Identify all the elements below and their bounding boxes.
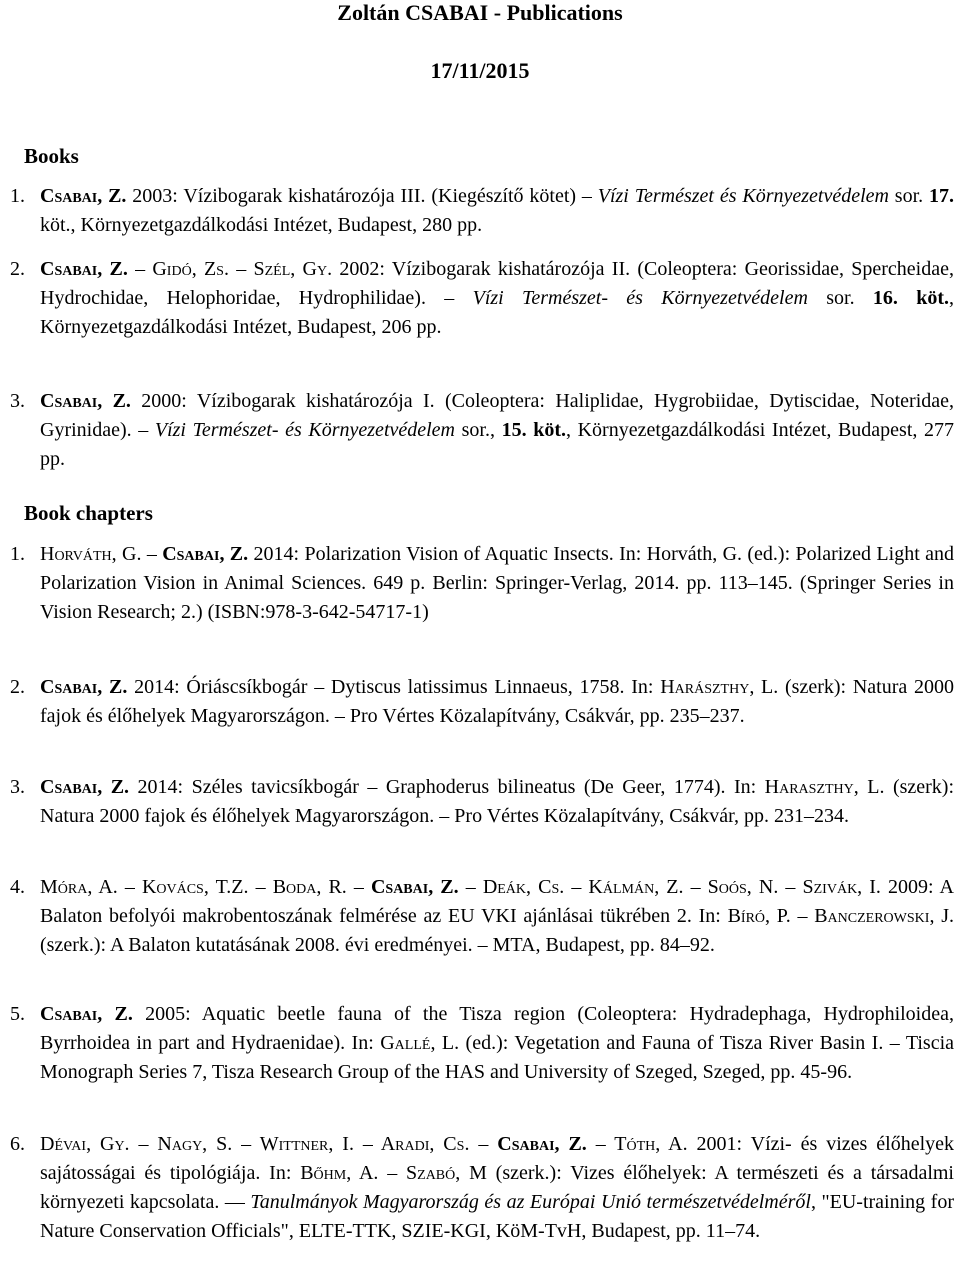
entry-text: , Környezetgazdálkodási Intézet, Budapest, 277 pp. (40, 419, 954, 470)
coauthors: Horváth, G. – (40, 543, 163, 565)
entry-text: 2002: Vízibogarak kishatározója II. (Coleoptera: Georissidae, Spercheidae, Hydrochidae, Helophoridae, Hydrophilidae). – (40, 258, 954, 309)
chapter-entry (10, 773, 954, 831)
author-name: Csabai, Z. (40, 185, 127, 207)
entry-text: 2005: Aquatic beetle fauna of the Tisza region (Coleoptera: Hydradephaga, Hydrophiloidea, Byrrhoidea in part and Hydraenidae). In: (40, 1003, 954, 1054)
entry-text: (szerk.): A Balaton kutatásának 2008. évi eredményei. – MTA, Budapest, pp. 84–92. (40, 934, 715, 956)
chapter-entry (10, 1000, 954, 1087)
entry-number: 1. (10, 543, 25, 565)
entry-text: (szerk.): Vizes élőhelyek: A természeti és a társadalmi környezeti kapcsolata. — (40, 1162, 954, 1213)
volume-number: 16. köt. (872, 287, 949, 309)
chapters-heading: Book chapters (24, 501, 153, 525)
chapter-entry (10, 540, 954, 627)
entry-text: 2014: Polarization Vision of Aquatic Insects. In: Horváth, G. (ed.): Polarized Light and Polarization Vision in Animal Sciences. 649 p. Berlin: Springer-Verlag, 2014. pp. 113–145. (Springer Series in Vision Research; 2.) (ISBN:978-3-642-54717-1) (40, 543, 954, 623)
volume-number: 17. (929, 185, 954, 207)
author-name: Csabai, Z. (497, 1133, 587, 1155)
series-title: Vízi Természet és Környezetvédelem (597, 185, 889, 207)
entry-number: 3. (10, 776, 25, 798)
author-name: Csabai, Z. (40, 676, 128, 698)
entry-text: sor. (888, 185, 929, 207)
entry-number: 1. (10, 185, 25, 207)
entry-number: 2. (10, 258, 25, 280)
editor-name: Haraszthy (764, 776, 854, 798)
entry-text: köt., Környezetgazdálkodási Intézet, Budapest, 280 pp. (40, 214, 483, 236)
page-date: 17/11/2015 (430, 58, 530, 83)
chapter-entry (10, 873, 954, 960)
coauthors: – Gidó, Zs. – Szél, Gy. (127, 258, 340, 280)
editor-name: Bíró, P. – Banczerowski, J. (727, 905, 954, 927)
editor-name: Harászthy (660, 676, 750, 698)
chapter-entry (10, 673, 954, 731)
entry-text: 2014: Széles tavicsíkbogár – Graphoderus bilineatus (De Geer, 1774). In: (129, 776, 765, 798)
series-title: Vízi Természet- és Környezetvédelem (472, 287, 808, 309)
entry-text: sor., (455, 419, 502, 441)
coauthors: – Tóth, A. (586, 1133, 697, 1155)
author-name: Csabai, Z. (162, 543, 249, 565)
author-name: Csabai, Z. (370, 876, 459, 898)
editor-name: Gallé (380, 1032, 431, 1054)
coauthors: Móra, A. – Kovács, T.Z. – Boda, R. – (40, 876, 371, 898)
book-entry (10, 387, 954, 474)
editor-name: Bőhm, A. – Szabó, M (300, 1162, 487, 1184)
volume-number: 15. köt. (501, 419, 566, 441)
entry-text: 2000: Vízibogarak kishatározója I. (Coleoptera: Haliplidae, Hygrobiidae, Dytiscidae, Noteridae, Gyrinidae). – (40, 390, 955, 441)
entry-text: , L. (szerk): Natura 2000 fajok és élőhelyek Magyarországon. – Pro Vértes Közalapítvány, Csákvár, pp. 235–237. (40, 676, 954, 727)
entry-text: , L. (ed.): Vegetation and Fauna of Tisza River Basin I. – Tiscia Monograph Series 7, Tisza Research Group of the HAS and University of Szeged, Szeged, pp. 45-96. (40, 1032, 955, 1083)
books-heading: Books (24, 144, 79, 168)
author-name: Csabai, Z. (40, 1003, 133, 1025)
entry-number: 2. (10, 676, 25, 698)
entry-number: 4. (10, 876, 25, 898)
entry-text: sor. (807, 287, 873, 309)
author-name: Csabai, Z. (40, 258, 128, 280)
coauthors: – Deák, Cs. – Kálmán, Z. – Soós, N. – Szivák, I. (458, 876, 889, 898)
entry-number: 3. (10, 390, 25, 412)
author-name: Csabai, Z. (40, 390, 131, 412)
entry-text: 2014: Óriáscsíkbogár – Dytiscus latissimus Linnaeus, 1758. In: (127, 676, 661, 698)
coauthors: Dévai, Gy. – Nagy, S. – Wittner, I. – Aradi, Cs. – (40, 1133, 498, 1155)
series-title: Vízi Természet- és Környezetvédelem (154, 419, 456, 441)
entry-number: 5. (10, 1003, 25, 1025)
entry-text: , "EU-training for Nature Conservation Officials", ELTE-TTK, SZIE-KGI, KöM-TvH, Budapest, pp. 11–74. (40, 1191, 955, 1242)
entry-text: , Környezetgazdálkodási Intézet, Budapest, 206 pp. (40, 287, 954, 338)
entry-text: , L. (szerk): Natura 2000 fajok és élőhelyek Magyarországon. – Pro Vértes Közalapítvány, Csákvár, pp. 231–234. (40, 776, 955, 827)
entry-text: 2003: Vízibogarak kishatározója III. (Kiegészítő kötet) – (132, 185, 598, 207)
author-name: Csabai, Z. (40, 776, 130, 798)
series-title: Tanulmányok Magyarország és az Európai Unió természetvédelméről (250, 1191, 811, 1213)
entry-number: 6. (10, 1133, 25, 1155)
entry-text: 2009: A Balaton befolyói makrobentoszának felmérése az EU VKI ajánlásai tükrében 2. In: (40, 876, 954, 927)
entry-text: 2001: Vízi- és vizes élőhelyek sajátosságai és tipológiája. In: (40, 1133, 955, 1184)
chapter-entry (10, 1130, 954, 1246)
page-title: Zoltán CSABAI - Publications (337, 0, 623, 25)
book-entry (10, 255, 954, 342)
book-entry (10, 182, 954, 240)
